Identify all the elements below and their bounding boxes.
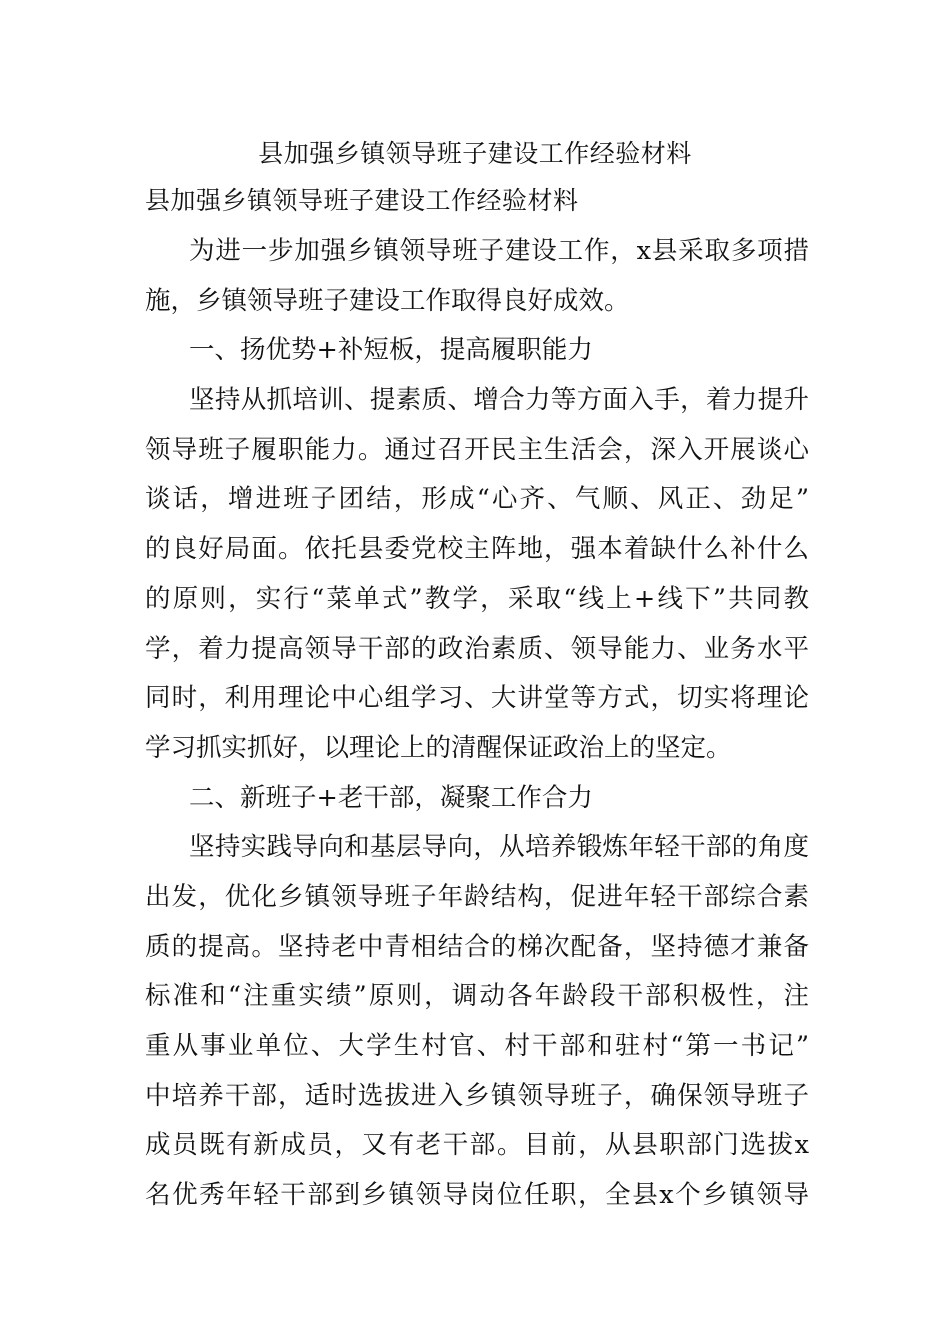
paragraph-line: 谈话，增进班子团结，形成“心齐、气顺、风正、劲足” bbox=[145, 484, 809, 515]
paragraph-line: 同时，利用理论中心组学习、大讲堂等方式，切实将理论 bbox=[145, 683, 809, 714]
paragraph-line: 中培养干部，适时选拔进入乡镇领导班子，确保领导班子 bbox=[145, 1080, 809, 1111]
paragraph-line: 出发，优化乡镇领导班子年龄结构，促进年轻干部综合素 bbox=[145, 881, 809, 912]
paragraph-line: 名优秀年轻干部到乡镇领导岗位任职，全县x个乡镇领导 bbox=[145, 1180, 809, 1211]
paragraph-line: 的良好局面。依托县委党校主阵地，强本着缺什么补什么 bbox=[145, 534, 809, 565]
paragraph-line: 坚持从抓培训、提素质、增合力等方面入手，着力提升 bbox=[189, 385, 809, 416]
section-heading: 一、扬优势+补短板，提高履职能力 bbox=[189, 335, 593, 366]
paragraph-line: 领导班子履职能力。通过召开民主生活会，深入开展谈心 bbox=[145, 434, 809, 465]
paragraph-line: 学习抓实抓好，以理论上的清醒保证政治上的坚定。 bbox=[145, 732, 732, 763]
paragraph-line: 坚持实践导向和基层导向，从培养锻炼年轻干部的角度 bbox=[189, 832, 809, 863]
document-subtitle: 县加强乡镇领导班子建设工作经验材料 bbox=[145, 186, 579, 215]
paragraph-line: 为进一步加强乡镇领导班子建设工作，x县采取多项措 bbox=[189, 236, 809, 266]
paragraph-line: 重从事业单位、大学生村官、村干部和驻村“第一书记” bbox=[145, 1031, 809, 1061]
paragraph-line: 学，着力提高领导干部的政治素质、领导能力、业务水平 bbox=[145, 633, 809, 664]
document-body bbox=[145, 232, 809, 1226]
paragraph-line: 施，乡镇领导班子建设工作取得良好成效。 bbox=[145, 285, 630, 316]
section-heading: 二、新班子+老干部，凝聚工作合力 bbox=[189, 782, 593, 813]
paragraph-line: 的原则，实行“菜单式”教学，采取“线上+线下”共同教 bbox=[145, 583, 809, 614]
document-title: 县加强乡镇领导班子建设工作经验材料 bbox=[258, 139, 692, 168]
paragraph-line: 质的提高。坚持老中青相结合的梯次配备，坚持德才兼备 bbox=[145, 931, 809, 962]
paragraph-line: 成员既有新成员，又有老干部。目前，从县职部门选拔x bbox=[145, 1130, 809, 1161]
paragraph-line: 标准和“注重实绩”原则，调动各年龄段干部积极性，注 bbox=[145, 981, 809, 1012]
